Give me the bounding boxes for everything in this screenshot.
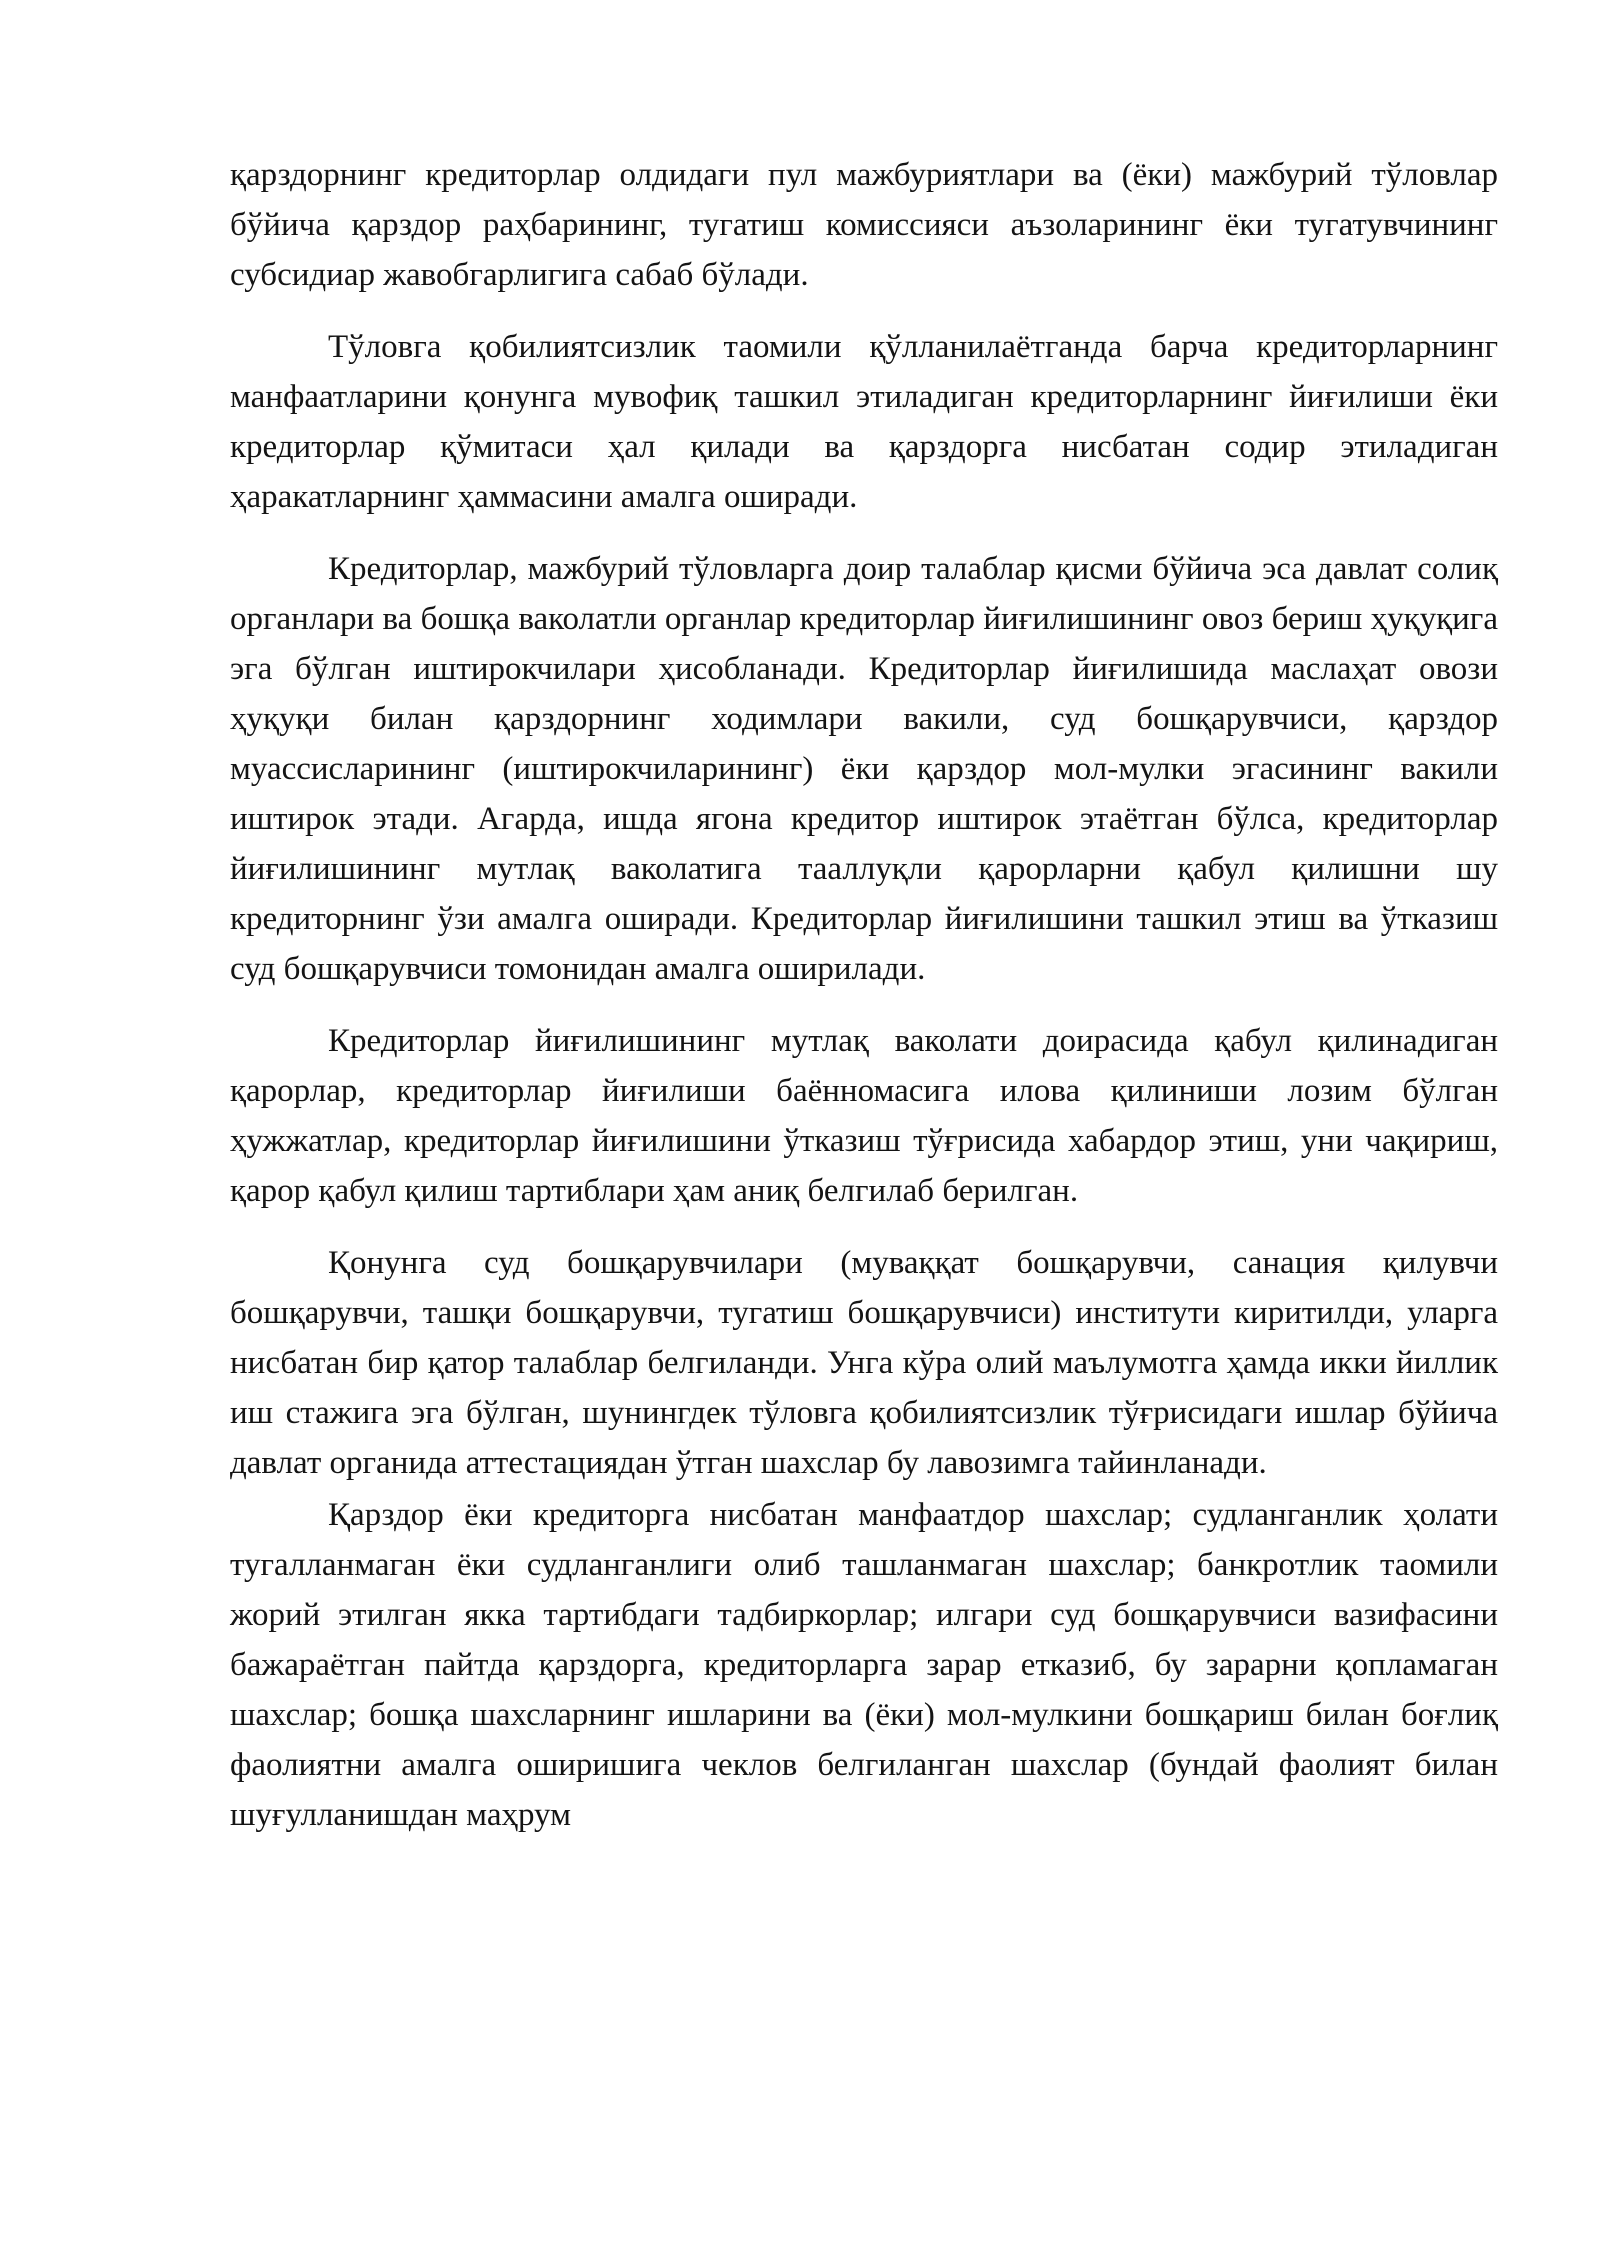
paragraph-creditors-meeting-participants: Кредиторлар, мажбурий тўловларга доир талаблар қисми бўйича эса давлат солиқ органлари ва бошқа ваколатли органлар кредиторлар йиғилишининг овоз бериш ҳуқуқига эга бўлган иштирокчилари ҳисобланади. Кредиторлар йиғилишида маслаҳат овози ҳуқуқи билан қарздорнинг ходимлари вакили, суд бошқарувчиси, қарздор муассисларининг (иштирокчиларининг) ёки қарздор мол-мулки эгасининг вакили иштирок этади. Агарда, ишда ягона кредитор иштирок этаётган бўлса, кредиторлар йиғилишининг мутлақ ваколатига тааллуқли қарорларни қабул қилишни шу кредиторнинг ўзи амалга оширади. Кредиторлар йиғилишини ташкил этиш ва ўтказиш суд бошқарувчиси томонидан амалга оширилади. <box>230 551 1498 987</box>
document-page <box>230 150 1498 1862</box>
paragraph-meeting-decisions: Кредиторлар йиғилишининг мутлақ ваколати доирасида қабул қилинадиган қарорлар, кредиторлар йиғилиши баённомасига илова қилиниши лозим бўлган ҳужжатлар, кредиторлар йиғилишини ўтказиш тўғрисида хабардор этиш, уни чақириш, қарор қабул қилиш тартиблари ҳам аниқ белгилаб берилган. <box>230 1023 1498 1209</box>
paragraph-manager-restrictions: Қарздор ёки кредиторга нисбатан манфаатдор шахслар; судланганлик ҳолати тугалланмаган ёки судланганлиги олиб ташланмаган шахслар; банкротлик таомили жорий этилган якка тартибдаги тадбиркорлар; илгари суд бошқарувчиси вазифасини бажараётган пайтда қарздорга, кредиторларга зарар етказиб, бу зарарни қопламаган шахслар; бошқа шахсларнинг ишларини ва (ёки) мол-мулкини бошқариш билан боғлиқ фаолиятни амалга оширишига чеклов белгиланган шахслар (бундай фаолият билан шуғулланишдан маҳрум <box>230 1497 1498 1833</box>
paragraph-court-managers: Қонунга суд бошқарувчилари (муваққат бошқарувчи, санация қилувчи бошқарувчи, ташқи бошқарувчи, тугатиш бошқарувчиси) институти киритилди, уларга нисбатан бир қатор талаблар белгиланди. Унга кўра олий маълумотга ҳамда икки йиллик иш стажига эга бўлган, шунингдек тўловга қобилиятсизлик тўғрисидаги ишлар бўйича давлат органида аттестациядан ўтган шахслар бу лавозимга тайинланади. <box>230 1245 1498 1481</box>
paragraph-continuation: қарздорнинг кредиторлар олдидаги пул мажбуриятлари ва (ёки) мажбурий тўловлар бўйича қарздор раҳбарининг, тугатиш комиссияси аъзоларининг ёки тугатувчининг субсидиар жавобгарлигига сабаб бўлади. <box>230 157 1498 293</box>
paragraph-insolvency-procedure: Тўловга қобилиятсизлик таомили қўлланилаётганда барча кредиторларнинг манфаатларини қонунга мувофиқ ташкил этиладиган кредиторларнинг йиғилиши ёки кредиторлар қўмитаси ҳал қилади ва қарздорга нисбатан содир этиладиган ҳаракатларнинг ҳаммасини амалга оширади. <box>230 329 1498 515</box>
